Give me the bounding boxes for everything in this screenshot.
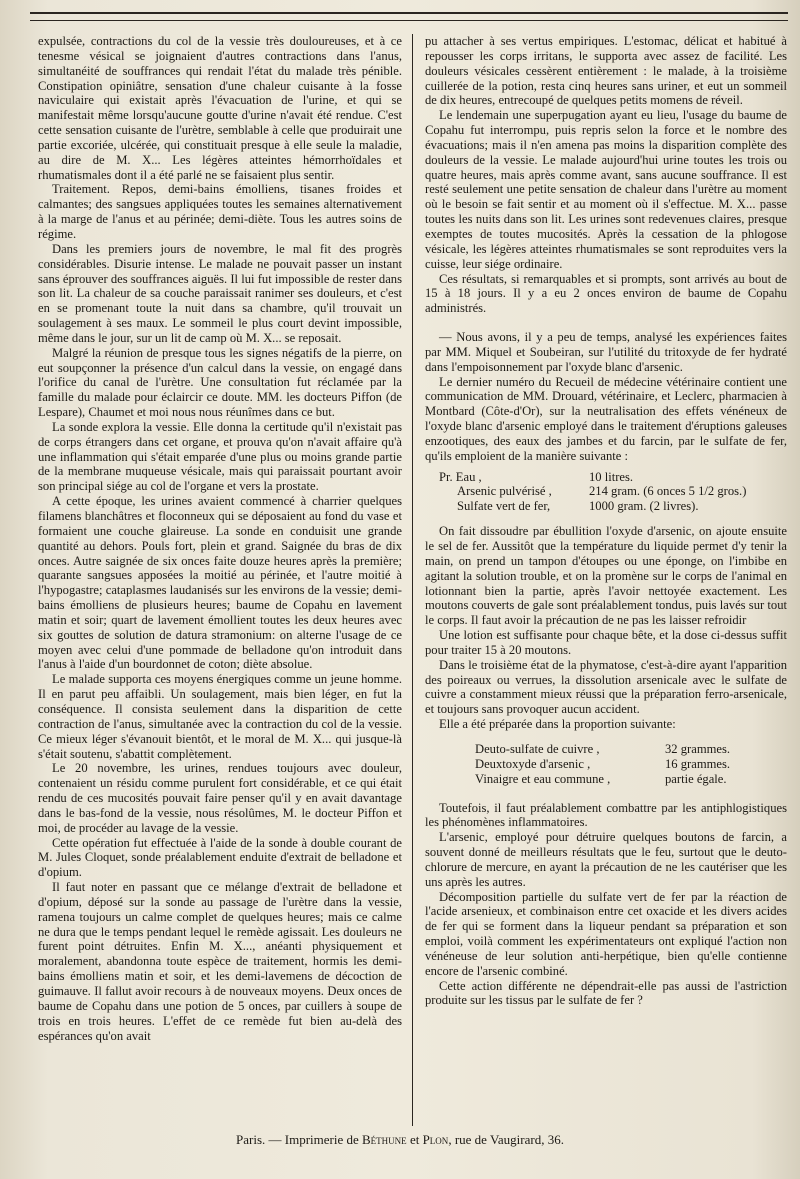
formula-ingredient: Arsenic pulvérisé ,	[457, 484, 552, 499]
formula-quantity: 10 litres.	[589, 469, 634, 484]
paragraph: Toutefois, il faut préalablement combattre par les antiphlogistiques les phénomènes inflammatoires.	[425, 800, 787, 830]
paragraph: expulsée, contractions du col de la vessie très douloureuses, et à ce tenesme vésical se joignaient d'autres contractions dans l'anus, simultanéité de souffrances qui rendait l'état du malade très pénible. Constipation opiniâtre, sensation d'une chaleur cuisante à la fosse naviculaire qui existait après l'évacuation de l'urine, et qui se manifestait même lorsqu'aucune goutte d'urine n'avait été rendue. C'est cette sensation cuisante de l'urètre, semblable à celle que produirait une partie excoriée, ulcérée, qui constituait presque à elle seule la maladie, au dire de M. X... Les légères atteintes hémorrhoïdales et rhumatismales dont il a été parlé ne se faisaient plus sentir.	[38, 34, 402, 182]
spacer	[425, 316, 787, 330]
formula-ingredient: Sulfate vert de fer,	[457, 499, 551, 514]
formula-quantity: 214 gram. (6 onces 5 1/2 gros.)	[589, 484, 747, 499]
formula-quantity: 32 grammes.	[665, 741, 731, 756]
paragraph: Dans les premiers jours de novembre, le mal fit des progrès considérables. Disurie intense. Le malade ne pouvait passer un instant sans éprouver des souffrances aiguës. Il lui fut impossible de rester dans son lit. La chaleur de sa couche paraissait ranimer ses douleurs, et c'est en se promenant toute la nuit dans sa chambre, qu'il trouvait un soulagement à ses maux. Le sommeil le plus court devint impossible, même dans le jour, sur un lit de camp où M. X... se reposait.	[38, 241, 402, 345]
paragraph-treatment: Traitement. Repos, demi-bains émolliens, tisanes froides et calmantes; des sangsues appliquées toutes les semaines alternativement à la marge de l'anus et au périnée; demi-diète. Tous les autres soins de régime.	[38, 182, 402, 241]
paragraph: Décomposition partielle du sulfate vert de fer par la réaction de l'acide arsenieux, et combinaison entre cet oxacide et les divers acides de fer qui se forment dans la liqueur pendant sa préparation et son emploi, voilà comment les expérimentateurs ont expliqué l'action non vénéneuse de leur solution anti-herpétique, bien qu'elle contienne encore de l'arsenic combiné.	[425, 889, 787, 978]
formula-ingredient: Pr. Eau ,	[439, 469, 482, 484]
paragraph: A cette époque, les urines avaient commencé à charrier quelques filamens blanchâtres et floconneux qui se déposaient au fond du vase et formaient une couche glaireuse. La sonde en conduisit une grande quantité au dehors. Pouls fort, plein et grand. Saignée du bras de dix onces. Autre saignée de six onces faite douze heures après la première; quarante sangsues apposées la moitié au périnée, et l'autre moitié à l'hypogastre; cataplasmes laudanisés sur les environs de la vessie; demi-bains émolliens de plusieurs heures; baume de Copahu en lavement matin et soir; quart de lavement émollient toutes les deux heures avec six gouttes de solution de datura stramonium: on alterne l'usage de ce moyen avec celui d'une pommade de belladone qu'on introduit dans l'anus à l'aide d'un bourdonnet de coton; diète absolue.	[38, 494, 402, 672]
imprint-suffix: , rue de Vaugirard, 36.	[448, 1132, 564, 1147]
paragraph: Cette opération fut effectuée à l'aide de la sonde à double courant de M. Jules Cloquet, sonde préalablement enduite d'extrait de belladone et d'opium.	[38, 835, 402, 880]
formula-quantity: 16 grammes.	[665, 756, 731, 771]
paragraph: La sonde explora la vessie. Elle donna la certitude qu'il n'existait pas de corps étrangers dans cet organe, et prouva qu'on n'avait affaire qu'à une inflammation qui s'était emparée d'une plus ou moins grande partie de la membrane muqueuse vésicale, mais qui paraissait pourtant avoir son principal siége au col de l'organe et vers la prostate.	[38, 419, 402, 494]
column-divider	[412, 34, 413, 1126]
formula-quantity: 1000 gram. (2 livres).	[589, 499, 699, 514]
paragraph: Malgré la réunion de presque tous les signes négatifs de la pierre, on eut soupçonner la présence d'un calcul dans la vessie, on engagé dans l'orifice du canal de l'urètre. Une consultation fut réclamée par la famille du malade pour éclaircir ce doute. MM. les docteurs Piffon (de Lespare), Chaumet et moi nous nous réunîmes dans ce but.	[38, 345, 402, 420]
left-column	[38, 34, 402, 1043]
formula-ingredient: Deuto-sulfate de cuivre ,	[475, 741, 600, 756]
formula-table-iron	[439, 470, 787, 515]
imprint-printer-2: Plon	[422, 1132, 449, 1147]
top-rule	[30, 12, 788, 21]
printer-imprint	[0, 1132, 800, 1148]
paragraph: Une lotion est suffisante pour chaque bête, et la dose ci-dessus suffit pour traiter 15 à 20 moutons.	[425, 628, 787, 657]
right-column	[425, 34, 787, 1008]
paragraph: Le 20 novembre, les urines, rendues toujours avec douleur, contenaient un résidu comme purulent fort considérable, et ce qui était rendu de ces mucosités pouvait faire penser qu'il y en avait davantage dans le bas-fond de la vessie, nous résolûmes, M. le docteur Piffon et moi, de procéder au lavage de la vessie.	[38, 761, 402, 835]
paragraph: L'arsenic, employé pour détruire quelques boutons de farcin, a souvent donné de meilleurs résultats que le feu, surtout que le deuto-chlorure de mercure, en ayant la précaution de ne les cautériser que les uns après les autres.	[425, 830, 787, 889]
formula-quantity: partie égale.	[665, 771, 727, 786]
formula-ingredient: Vinaigre et eau commune ,	[475, 771, 611, 786]
paragraph: Dans le troisième état de la phymatose, c'est-à-dire ayant l'apparition des poireaux ou verrues, la dissolution arsenicale avec le sulfate de cuivre a constamment mieux réussi que la préparation ferro-arsenicale, et toujours sans provoquer aucun accident.	[425, 657, 787, 717]
formula-ingredient: Deuxtoxyde d'arsenic ,	[475, 756, 591, 771]
formula-table-copper	[475, 742, 787, 787]
imprint-printer-1: Béthune	[362, 1132, 407, 1147]
paragraph-news: — Nous avons, il y a peu de temps, analysé les expériences faites par MM. Miquel et Soubeiran, sur l'utilité du tritoxyde de fer hydraté dans l'empoisonnement par l'oxyde blanc d'arsenic.	[425, 330, 787, 374]
paragraph: Le lendemain une superpugation ayant eu lieu, l'usage du baume de Copahu fut interrompu, puis repris selon la force et le nombre des évacuations; mais il n'en amena pas moins la disparition complète des douleurs de la vessie. Le malade aujourd'hui urine toutes les trois ou quatre heures, mais après comme avant, sans aucune souffrance. Il est resté seulement une petite sensation de chaleur dans l'urètre au moment où le besoin se fait sentir et au moment où il s'effectue. M. X... passe toutes les nuits dans son lit. Les urines sont redevenues claires, presque exemptes de toutes mucosités. Après la cessation de la phlogose vésicale, les légères atteintes rhumatismales se sont reproduites vers la cuisse, leur siége ordinaire.	[425, 108, 787, 271]
paragraph: Le dernier numéro du Recueil de médecine vétérinaire contient une communication de MM. Drouard, vétérinaire, et Leclerc, pharmacien à Montbard (Côte-d'Or), sur la neutralisation des effets vénéneux de l'oxyde blanc d'arsenic employé dans le traitement d'éruptions galeuses enzootiques, des eaux des jambes et du farcin, par le sulfate de fer, qu'ils emploient de la manière suivante :	[425, 374, 787, 463]
paragraph: Elle a été préparée dans la proportion suivante:	[439, 717, 676, 732]
imprint-middle: et	[406, 1132, 423, 1147]
paragraph: Cette action différente ne dépendrait-elle pas aussi de l'astriction produite sur les tissus par le sulfate de fer ?	[425, 978, 787, 1008]
paragraph: Le malade supporta ces moyens énergiques comme un jeune homme. Il en parut peu affaibli. Un soulagement, mais bien léger, en fut la conséquence. Il consista seulement dans la disparition de cette contraction de l'anus, simultanée avec la contraction du col de la vessie. Ce mieux léger s'évanouit bientôt, et le moral de M. X... qui jusque-là s'était soutenu, s'abattit complètement.	[38, 672, 402, 761]
paragraph: pu attacher à ses vertus empiriques. L'estomac, délicat et habitué à repousser les corps irritans, le supporta avec assez de facilité. Les douleurs vésicales cessèrent entièrement : le malade, à la troisième cuillerée de la potion, resta cinq heures sans uriner, et eut un sommeil de dix heures, entrecoupé de quelques petits momens de réveil.	[425, 34, 787, 108]
paragraph: Ces résultats, si remarquables et si prompts, sont arrivés au bout de 15 à 18 jours. Il y a eu 2 onces environ de baume de Copahu administrés.	[425, 271, 787, 316]
paragraph: On fait dissoudre par ébullition l'oxyde d'arsenic, on ajoute ensuite le sel de fer. Aussitôt que la température du liquide permet d'y tenir la main, on prend un tampon d'étoupes ou une éponge, on l'imbibe en agitant la solution trouble, et on la promène sur le corps de l'animal en lotionnant bien la partie, après l'avoir nettoyée exactement. Les moutons couverts de gale sont préalablement tondus, puis lavés sur tout le corps. Il faut avoir la précaution de ne pas les laisser refroidir	[425, 524, 787, 628]
imprint-prefix: Paris. — Imprimerie de	[236, 1132, 363, 1147]
paragraph: Il faut noter en passant que ce mélange d'extrait de belladone et d'opium, déposé sur la sonde au passage de l'urètre dans la vessie, ramena toujours un calme complet de quelques heures; mais ce calme ne dura que le temps pendant lequel le remède agissait. Les douleurs ne furent point détruites. Enfin M. X..., anéanti physiquement et moralement, abandonna toute espèce de traitement, hormis les demi-bains émolliens matin et soir, et les demi-lavemens de décoction de guimauve. Il fallut avoir recours à de nouveaux moyens. Deux onces de baume de Copahu dans une potion de 5 onces, par cuillers à soupe de trois en trois heures. L'effet de ce remède fut bien au-delà des espérances qu'on avait	[38, 880, 402, 1043]
